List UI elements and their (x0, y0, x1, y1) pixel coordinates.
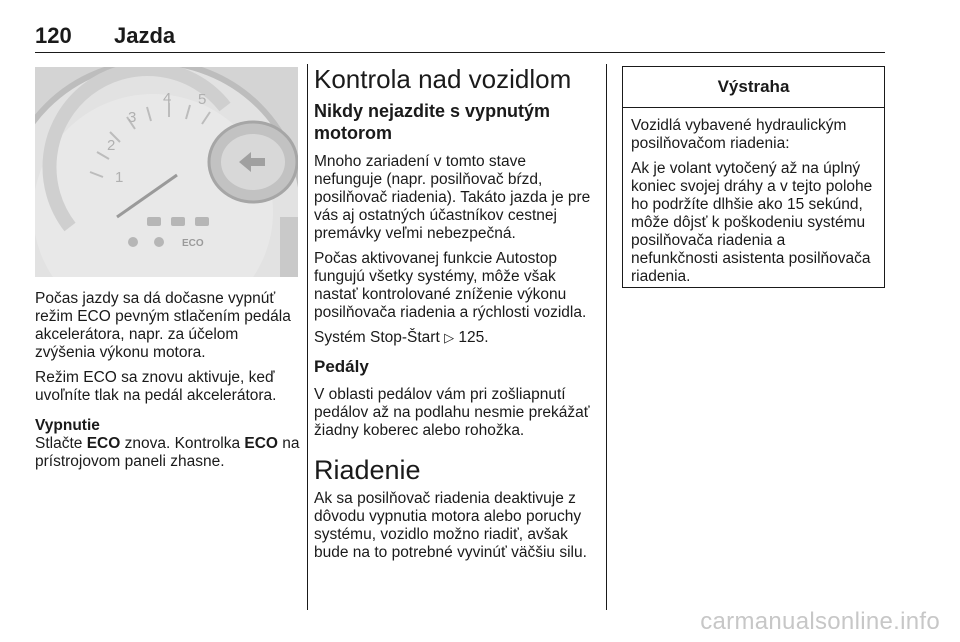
watermark: carmanualsonline.info (700, 608, 940, 635)
warning-title: Výstraha (623, 67, 884, 108)
left-column (35, 290, 301, 478)
autostop-paragraph: Počas aktivovanej funkcie Autostop fungujú všetky systémy, môže však nastať kontrolované zníženie výkonu posilňovača riadenia a rýchlosti vozidla. (314, 250, 587, 321)
page-reference-icon: ▷ (444, 330, 455, 345)
warning-paragraph-2: Ak je volant vytočený až na úplný koniec svojej dráhy a v tejto polohe ho podržíte dlhšie ako 15 sekúnd, môže dôjsť k poškodeniu systému posilňovača riadenia a nefunkčnosti asistenta posilňovača riadenia. (631, 160, 873, 285)
instrument-cluster-illustration (35, 67, 298, 277)
page-header (35, 22, 885, 53)
pedals-heading: Pedály (314, 357, 369, 376)
stop-start-reference: Systém Stop-Štart ▷ 125. (314, 329, 489, 346)
steering-paragraph: Ak sa posilňovač riadenia deaktivuje z dôvodu vypnutia motora alebo poruchy systému, vozidlo možno riadiť, avšak bude na to potrebné vyvinúť väčšiu silu. (314, 490, 587, 561)
eco-reactivate-paragraph: Režim ECO sa znovu aktivuje, keď uvoľníte tlak na pedál akcelerátora. (35, 369, 277, 404)
dial-number-5: 5 (198, 91, 207, 108)
switch-off-subheading: Vypnutie (35, 417, 100, 434)
dial-number-1: 1 (115, 169, 124, 186)
dial-number-3: 3 (128, 109, 137, 126)
warning-box (622, 66, 885, 288)
eco-label: ECO (182, 238, 204, 249)
eco-override-paragraph: Počas jazdy sa dá dočasne vypnúť režim ECO pevným stlačením pedála akcelerátora, napr. za účelom zvýšenia výkonu motora. (35, 290, 291, 361)
dial-number-2: 2 (107, 137, 116, 154)
instrument-cluster-figure (35, 67, 298, 277)
warning-paragraph-1: Vozidlá vybavené hydraulickým posilňovačom riadenia: (631, 117, 847, 152)
warning-body (623, 108, 884, 286)
engine-off-paragraph: Mnoho zariadení v tomto stave nefunguje (napr. posilňovač bŕzd, posilňovač riadenia). Takáto jazda je pre vás aj ostatných účastníkov cestnej premávky veľmi nebezpečná. (314, 153, 591, 242)
middle-column (314, 64, 594, 569)
section-title: Jazda (114, 23, 176, 48)
column-divider-left (307, 64, 308, 610)
vehicle-control-heading: Kontrola nad vozidlom (314, 64, 572, 94)
dial-number-4: 4 (163, 90, 172, 107)
page-number: 120 (35, 23, 72, 48)
column-divider-right (606, 64, 607, 610)
never-coast-heading: Nikdy nejazdite s vypnutým motorom (314, 101, 551, 143)
steering-heading: Riadenie (314, 455, 421, 485)
pedals-paragraph: V oblasti pedálov vám pri zošliapnutí pedálov až na podlahu nesmie prekážať žiadny koberec alebo rohožka. (314, 386, 590, 439)
switch-off-paragraph: Stlačte ECO znova. Kontrolka ECO na prístrojovom paneli zhasne. (35, 435, 300, 470)
